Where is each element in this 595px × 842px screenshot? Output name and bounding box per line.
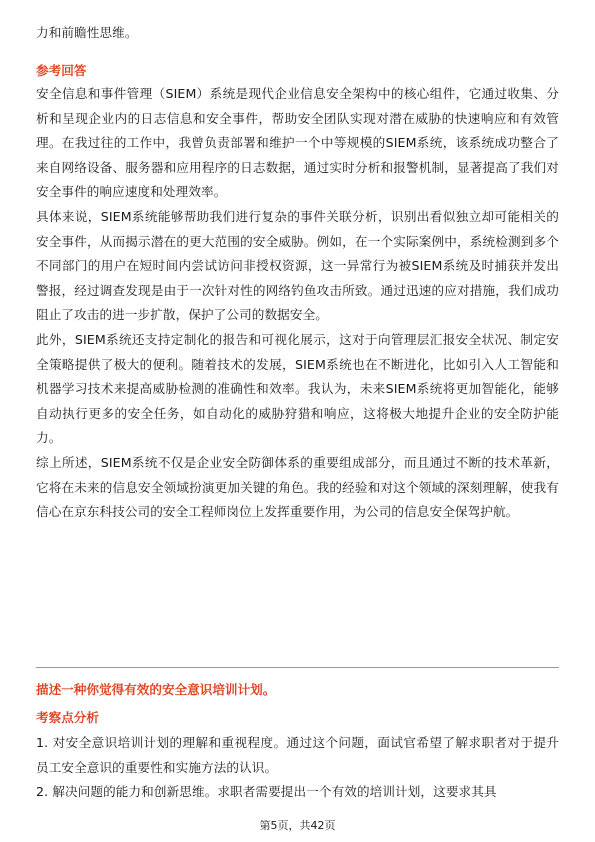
paragraph: 具体来说，SIEM系统能够帮助我们进行复杂的事件关联分析，识别出看似独立却可能相关的安全事件，从而揭示潜在的更大范围的安全威胁。例如，在一个实际案例中，系统检测到多个不同部门的用户在短时间内尝试访问非授权资源，这一异常行为被SIEM系统及时捕获并发出警报，经过调查发现是由于一次针对性的网络钓鱼攻击所致。通过迅速的应对措施，我们成功阻止了攻击的进一步扩散，保护了公司的数据安全。 [36,208,559,323]
section-heading-reference-answer: 参考回答 [36,63,87,78]
question-title: 描述一种你觉得有效的安全意识培训计划。 [36,682,276,697]
list-item: 2. 解决问题的能力和创新思维。求职者需要提出一个有效的培训计划，这要求其具 [36,784,497,800]
reference-answer-body [36,82,559,525]
section-divider [36,667,559,668]
intro-tail: 力和前瞻性思维。 [36,25,138,40]
paragraph: 安全信息和事件管理（SIEM）系统是现代企业信息安全架构中的核心组件，它通过收集、分析和呈现企业内的日志信息和安全事件，帮助安全团队实现对潜在威胁的快速响应和有效管理。在我过往的工作中，我曾负责部署和维护一个中等规模的SIEM系统，该系统成功整合了来自网络设备、服务器和应用程序的日志数据，通过实时分析和报警机制，显著提高了我们对安全事件的响应速度和处理效率。 [36,86,559,200]
paragraph: 此外，SIEM系统还支持定制化的报告和可视化展示，这对于向管理层汇报安全状况、制定安全策略提供了极大的便利。随着技术的发展，SIEM系统也在不断进化，比如引入人工智能和机器学习技术来提高威胁检测的准确性和效率。我认为，未来SIEM系统将更加智能化，能够自动执行更多的安全任务，如自动化的威胁狩猎和响应，这将极大地提升企业的安全防护能力。 [36,331,559,446]
section-heading-analysis: 考察点分析 [36,710,99,725]
paragraph: 综上所述，SIEM系统不仅是企业安全防御体系的重要组成部分，而且通过不断的技术革新，它将在未来的信息安全领域扮演更加关键的角色。我的经验和对这个领域的深刻理解，使我有信心在京东科技公司的安全工程师岗位上发挥重要作用，为公司的信息安全保驾护航。 [36,454,559,520]
analysis-list [36,731,559,805]
page-number-footer: 第5页，共42页 [259,819,336,832]
list-item: 1. 对安全意识培训计划的理解和重视程度。通过这个问题，面试官希望了解求职者对于提升员工安全意识的重要性和实施方法的认识。 [36,735,559,775]
